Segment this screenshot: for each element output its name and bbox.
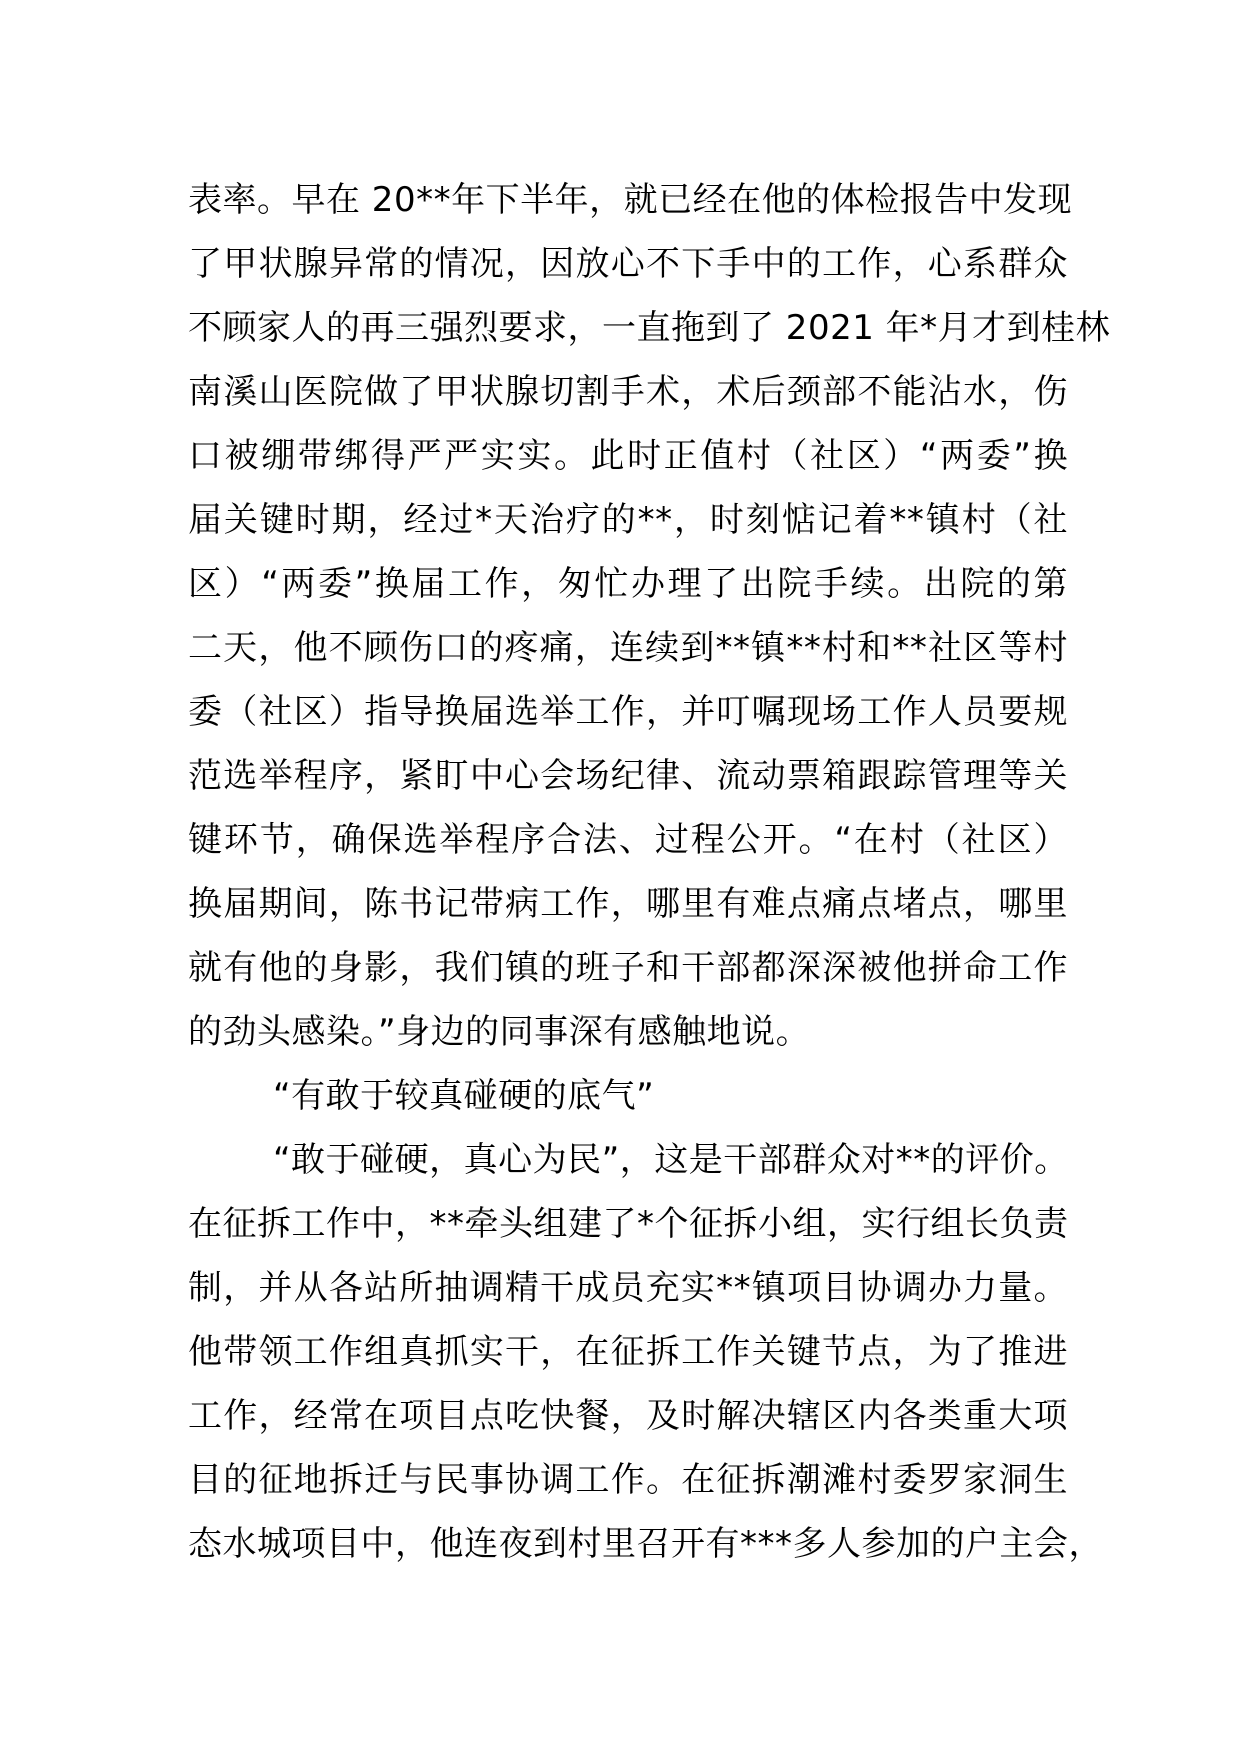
body-text-line: 就有他的身影，我们镇的班子和干部都深深被他拼命工作	[188, 948, 1068, 988]
paragraph-first-line: “敢于碰硬，真心为民”，这是干部群众对**的评价。	[273, 1140, 1069, 1180]
section-heading: “有敢于较真碰硬的底气”	[273, 1076, 655, 1116]
body-text-line: 区）“两委”换届工作，匆忙办理了出院手续。出院的第	[188, 564, 1068, 604]
body-text-line: 表率。早在 20**年下半年，就已经在他的体检报告中发现	[188, 180, 1073, 220]
body-text-line: 二天，他不顾伤口的疼痛，连续到**镇**村和**社区等村	[188, 628, 1068, 668]
body-text-line: 届关键时期，经过*天治疗的**，时刻惦记着**镇村（社	[188, 500, 1068, 540]
body-text-line: 范选举程序，紧盯中心会场纪律、流动票箱跟踪管理等关	[188, 756, 1068, 796]
body-text-line: 目的征地拆迁与民事协调工作。在征拆潮滩村委罗家洞生	[188, 1460, 1068, 1500]
body-text-line: 键环节，确保选举程序合法、过程公开。“在村（社区）	[188, 820, 1068, 860]
body-text-line: 工作，经常在项目点吃快餐，及时解决辖区内各类重大项	[188, 1396, 1068, 1436]
body-text-line: 态水城项目中，他连夜到村里召开有***多人参加的户主会，	[188, 1524, 1103, 1564]
body-text-line: 换届期间，陈书记带病工作，哪里有难点痛点堵点，哪里	[188, 884, 1068, 924]
body-text-line: 他带领工作组真抓实干，在征拆工作关键节点，为了推进	[188, 1332, 1068, 1372]
body-text-line: 委（社区）指导换届选举工作，并叮嘱现场工作人员要规	[188, 692, 1068, 732]
body-text-line: 制，并从各站所抽调精干成员充实**镇项目协调办力量。	[188, 1268, 1068, 1308]
body-text-line: 了甲状腺异常的情况，因放心不下手中的工作，心系群众	[188, 244, 1068, 284]
body-text-line: 口被绷带绑得严严实实。此时正值村（社区）“两委”换	[188, 436, 1068, 476]
body-text-line: 在征拆工作中，**牵头组建了*个征拆小组，实行组长负责	[188, 1204, 1069, 1244]
paragraph-end-line: 的劲头感染。”身边的同事深有感触地说。	[188, 1012, 811, 1052]
body-text-line: 不顾家人的再三强烈要求，一直拖到了 2021 年*月才到桂林	[188, 308, 1111, 348]
body-text-line: 南溪山医院做了甲状腺切割手术，术后颈部不能沾水，伤	[188, 372, 1068, 412]
